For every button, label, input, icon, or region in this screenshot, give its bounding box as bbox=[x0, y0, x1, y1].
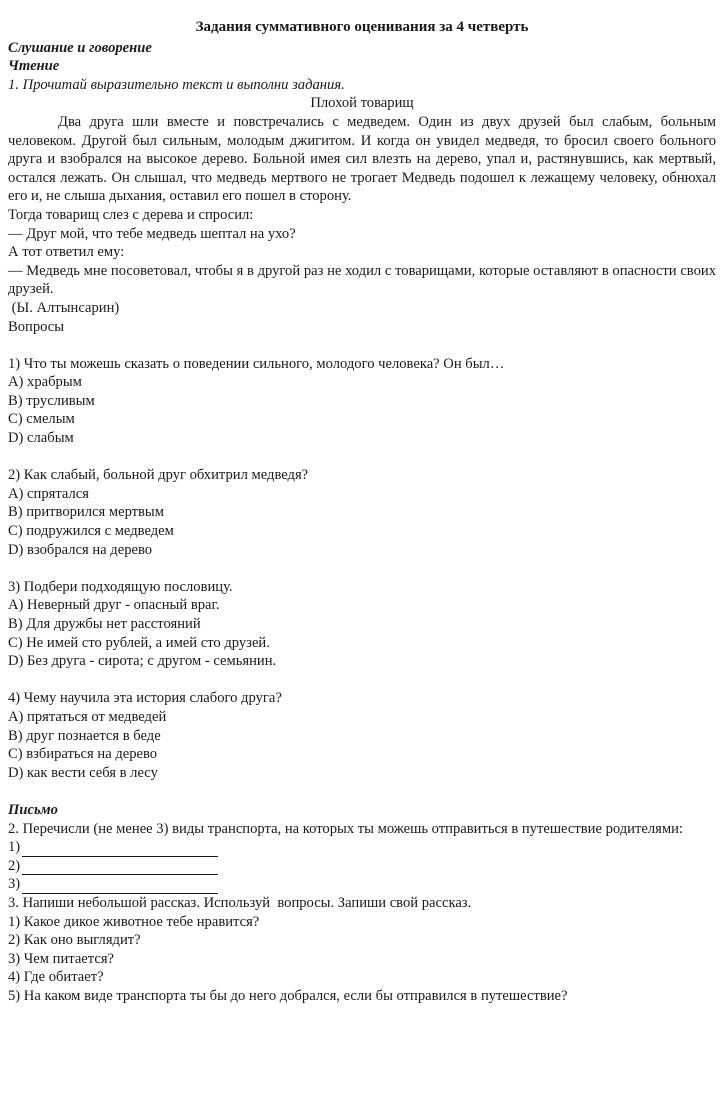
question-text: 1) Что ты можешь сказать о поведении сильного, молодого человека? Он был… bbox=[8, 355, 505, 372]
story-line: Тогда товарищ слез с дерева и спросил: bbox=[8, 206, 254, 223]
task2-text: 2. Перечисли (не менее 3) виды транспорта, на которых ты можешь отправиться в путешествие родителями: bbox=[8, 820, 683, 837]
answer-option: D) Без друга - сирота; с другом - семьянин. bbox=[8, 653, 277, 670]
answer-blank[interactable] bbox=[22, 843, 218, 857]
story-line: — Медведь мне посоветовал, чтобы я в другой раз не ходил с товарищами, которые оставляют в опасности своих друзей. bbox=[8, 262, 716, 298]
answer-option: В) притворился мертвым bbox=[8, 504, 164, 521]
answer-line bbox=[8, 838, 716, 857]
task1-instruction: 1. Прочитай выразительно текст и выполни задания. bbox=[8, 76, 345, 93]
story-line: — Друг мой, что тебе медведь шептал на ухо? bbox=[8, 225, 296, 242]
question-text: 4) Чему научила эта история слабого друга? bbox=[8, 690, 282, 707]
task3-question: 3) Чем питается? bbox=[8, 950, 115, 967]
answer-option: С) взбираться на дерево bbox=[8, 746, 158, 763]
question-text: 2) Как слабый, больной друг обхитрил медведя? bbox=[8, 467, 309, 484]
story-line: А тот ответил ему: bbox=[8, 244, 125, 261]
task3-text: 3. Напиши небольшой рассказ. Используй вопросы. Запиши свой рассказ. bbox=[8, 894, 472, 911]
question-block bbox=[8, 578, 716, 671]
answer-option: В) Для дружбы нет расстояний bbox=[8, 616, 201, 632]
question-text: 3) Подбери подходящую пословицу. bbox=[8, 578, 233, 595]
section-listening-heading: Слушание и говорение bbox=[8, 39, 152, 56]
worksheet-title: Задания суммативного оценивания за 4 четверть bbox=[195, 19, 529, 35]
answer-option: С) подружился с медведем bbox=[8, 523, 174, 540]
answer-line-number: 1) bbox=[8, 839, 21, 856]
questions-heading: Вопросы bbox=[8, 318, 65, 335]
answer-option: D) слабым bbox=[8, 430, 74, 447]
answer-option: А) спрятался bbox=[8, 485, 89, 502]
answer-line-number: 2) bbox=[8, 857, 21, 874]
task3-question: 4) Где обитает? bbox=[8, 969, 104, 986]
answer-option: В) друг познается в беде bbox=[8, 727, 161, 744]
answer-blank[interactable] bbox=[22, 861, 218, 875]
section-writing-heading: Письмо bbox=[8, 801, 58, 818]
answer-option: D) как вести себя в лесу bbox=[8, 764, 158, 781]
task3-question: 1) Какое дикое животное тебе нравится? bbox=[8, 913, 260, 930]
question-block bbox=[8, 466, 716, 559]
answer-option: С) смелым bbox=[8, 411, 75, 428]
answer-option: С) Не имей сто рублей, а имей сто друзей. bbox=[8, 634, 270, 651]
answer-option: D) взобрался на дерево bbox=[8, 541, 153, 558]
story-paragraph: Два друга шли вместе и повстречались с медведем. Один из двух друзей был слабым, больным человеком. Другой был сильным, молодым джигитом. И когда он увидел медведя, то бросил своего больного друга и взобрался на высокое дерево. Больной имея сил влезть на дерево, упал и, растянувшись, как мертвый, остался лежать. Он слышал, что медведь мертвого не трогает Медведь подошел к лежащему человеку, обнюхал его и, не слыша дыхания, оставил его пошел в сторону. bbox=[8, 113, 716, 205]
answer-line bbox=[8, 875, 716, 894]
answer-option: А) Неверный друг - опасный враг. bbox=[8, 597, 220, 614]
task3-question: 5) На каком виде транспорта ты бы до него добрался, если бы отправился в путешествие? bbox=[8, 987, 568, 1004]
answer-option: А) храбрым bbox=[8, 374, 82, 391]
answer-option: В) трусливым bbox=[8, 392, 95, 409]
task3-question: 2) Как оно выглядит? bbox=[8, 932, 141, 949]
answer-line bbox=[8, 857, 716, 876]
question-block bbox=[8, 355, 716, 448]
answer-blank[interactable] bbox=[22, 880, 218, 894]
answer-option: А) прятаться от медведей bbox=[8, 708, 167, 725]
story-title: Плохой товарищ bbox=[310, 95, 414, 112]
story-author: (Ы. Алтынсарин) bbox=[8, 299, 120, 316]
section-reading-heading: Чтение bbox=[8, 58, 60, 75]
answer-line-number: 3) bbox=[8, 876, 21, 893]
question-block bbox=[8, 689, 716, 782]
